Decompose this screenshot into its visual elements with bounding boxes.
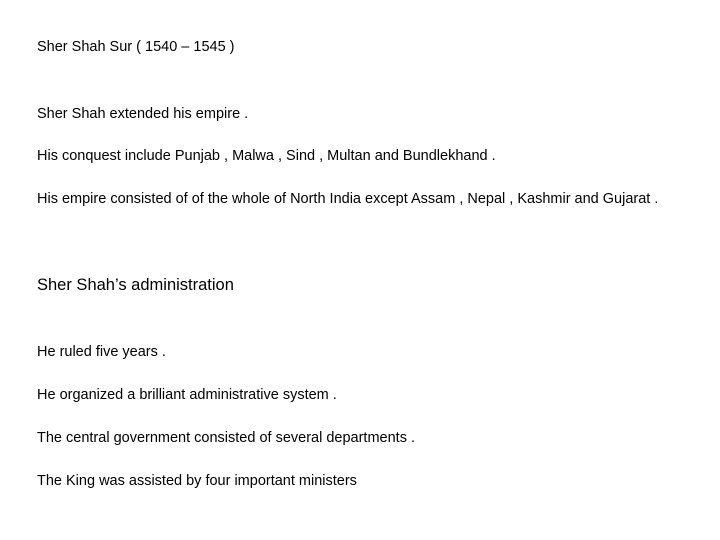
- intro-paragraph-2: His conquest include Punjab , Malwa , Sind , Multan and Bundlekhand .: [37, 148, 496, 164]
- admin-paragraph-4: The King was assisted by four important ministers: [37, 473, 357, 489]
- intro-paragraph-3: His empire consisted of of the whole of North India except Assam , Nepal , Kashmir and Gujarat .: [37, 191, 659, 207]
- admin-paragraph-3: The central government consisted of several departments .: [37, 430, 415, 446]
- section-heading: Sher Shah’s administration: [37, 276, 234, 294]
- admin-paragraph-2: He organized a brilliant administrative system .: [37, 387, 337, 403]
- admin-paragraph-1: He ruled five years .: [37, 344, 166, 360]
- slide-title: Sher Shah Sur ( 1540 – 1545 ): [37, 39, 235, 55]
- intro-paragraph-1: Sher Shah extended his empire .: [37, 106, 249, 122]
